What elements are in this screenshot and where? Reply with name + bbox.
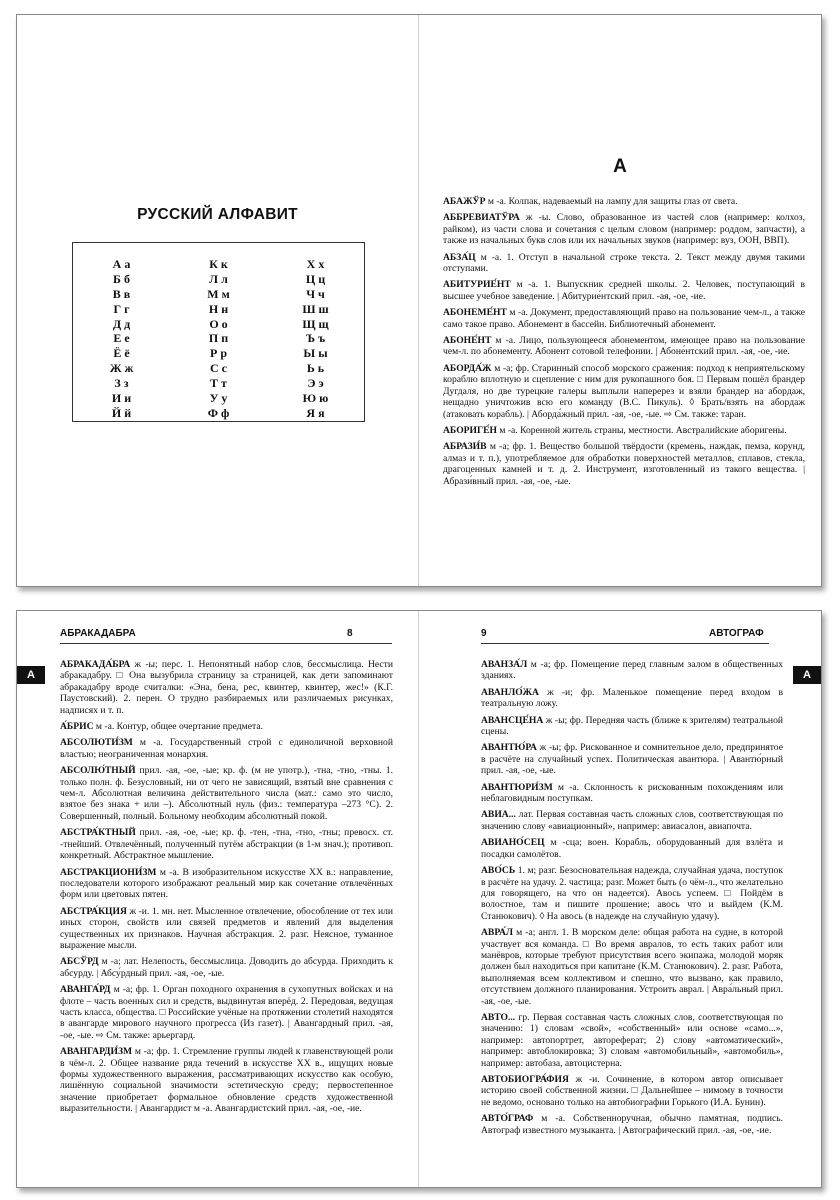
entry-headword: АВО́СЬ [481,865,516,877]
header-rule-right [481,643,769,644]
alphabet-letter-pair: Ю ю [302,391,329,406]
entry-definition: ж -и. Сочинение, в котором автор описывает историю своей собственной жизни. □ Дальнейшее – нимому в точности не ведомо, основано только на автобиографии Горького (И.А. Бунин). [481,1074,783,1108]
dictionary-entry [60,827,393,861]
entry-headword: АВАНСЦЕ́НА [481,714,544,726]
entry-definition: м -а. Документ, предоставляющий право на пользование чем-л., а также само такое право. Абонемент в бассейн. Библиотечный абонемент. [443,307,805,330]
book-spread-top [16,14,822,587]
dictionary-page-a-start [419,15,821,586]
entry-definition: м -сца; воен. Корабль, оборудованный для взлёта и посадки самолётов. [481,837,783,860]
alphabet-letter-pair: Э э [307,376,324,391]
entry-headword: АВАНТЮ́РА [481,742,537,754]
alphabet-letter-pair: Б б [113,271,130,286]
entry-definition: м -а. Государственный строй с единоличной верховной властью; неограниченная монархия. [60,737,393,760]
alphabet-row [73,376,364,391]
alphabet-page [17,15,418,586]
entry-headword: АВТО́ГРАФ [481,1113,534,1125]
alphabet-letter-pair: Х х [306,257,325,271]
dictionary-page-9 [419,611,821,1187]
alphabet-title: РУССКИЙ АЛФАВИТ [137,206,298,223]
alphabet-letter-pair: М м [207,286,230,301]
alphabet-letter-pair: К к [209,257,228,271]
entry-definition: м -а; фр. Старинный способ морского сражения: подход к неприятельскому кораблю вплотную и сцепление с ним для рукопашного боя. □ Первым пошёл брандер Дугдаля, но две турецкие галеры выплыли наперерез и взяли брандер на абордаж, нещадно уничтожив всю его команду (В.С. Пикуль). ◊ Брать/взять на абордаж (атаковать корабль). | Аборда́жный прил. -ая, -ое, -ые. ⇨ См. также: таран. [443,362,805,420]
entry-definition: м -а. Склонность к рискованным похождениям или неблаговидным поступкам. [481,781,783,805]
dictionary-entry [443,212,805,246]
entry-headword: АБИТУРИЕ́НТ [443,279,511,291]
alphabet-letter-pair: Е е [113,331,130,346]
entry-headword: АВТО... [481,1011,516,1023]
running-head-left: АБРАКАДАБРА [60,628,136,639]
entry-headword: АБСТРА́КЦИЯ [60,905,127,917]
alphabet-letter-pair: Я я [306,405,325,420]
alphabet-row [73,302,364,317]
alphabet-letter-pair: У у [209,391,228,406]
dictionary-entry [481,1074,783,1108]
alphabet-letter-pair: А а [112,257,131,271]
dictionary-entry [60,721,393,732]
entry-headword: АВТОБИОГРА́ФИЯ [481,1074,569,1085]
entry-definition: м -а; фр. Помещение перед главным залом в общественных зданиях. [481,659,783,682]
entry-definition: м -а; фр. 1. Стремление группы людей к главенствующей роли в чём-л. 2. Общее название ряда течений в искусстве XX в., ищущих новые формы художественного выражения, рассматривающих искусство как особую, лишённую социальной значимости эстетическую среду; первостепенное значение приобретает формальное обновление средств художественной выразительности. | Авангардист м -а. Авангардистский прил. -ая, -ое, -ие. [60,1046,393,1115]
dictionary-entry [443,425,805,436]
entry-definition: лат. Первая составная часть сложных слов, соответствующая по значению слову «авиационный», например: авиасалон, авиапочта. [481,809,783,832]
entry-headword: АВИА... [481,809,516,821]
entry-headword: АВИАНО́СЕЦ [481,837,545,849]
entry-headword: АББРЕВИАТЎРА [443,212,520,224]
dictionary-entry [443,252,805,275]
dictionary-entry [60,765,393,822]
alphabet-letter-pair: Й й [111,405,132,420]
dictionary-entry [481,809,783,832]
dictionary-entry [60,867,393,901]
entry-headword: АБСЎРД [60,956,99,968]
entry-definition: м -а. Коренной житель страны, местности. Австралийские аборигены. [496,424,787,436]
entry-headword: АВАНЛО́ЖА [481,686,539,698]
entry-headword: АБОРДА́Ж [443,362,492,374]
entry-definition: прил. -ая, -ое, -ые; кр. ф. (м не употр.), -тна, -тно, -тны. 1. только полн. ф. Безусловный, ни от чего не зависящий, взятый вне сравнения с чем-л. Абсолютная величина действительного числа (мат.: само это число, взятое без знака + или –). Абсолютный нуль (физ.: температура –273 °С). 2. Совершенный, полный. Больному необходим абсолютный покой. [60,765,393,822]
entry-definition: м -а. 1. Отступ в начальной строке текста. 2. Текст между двумя такими отступами. [443,251,805,275]
alphabet-letter-pair: О о [209,316,228,331]
dictionary-entry [443,279,805,302]
alphabet-row [73,272,364,287]
dictionary-entry [443,363,805,420]
dictionary-entry [481,659,783,682]
entry-headword: АВАНГАРДИ́ЗМ [60,1046,133,1058]
entry-headword: А́БРИС [60,721,94,733]
entry-headword: АБСТРА́КТНЫЙ [60,827,136,839]
entry-headword: АБРАЗИ́В [443,441,487,453]
entry-definition: м -а; фр. 1. Вещество большой твёрдости (кремень, наждак, пемза, корунд, алмаз и т. п.), употребляемое для обработки поверхностей металлов, сплавов, стекла, драгоценных камней и т. д. 2. Инструмент, изготовленный из такого вещества. | Абрази́вный прил. -ая, -ое, -ые. [443,441,805,487]
entry-headword: АВРА́Л [481,927,514,939]
alphabet-row [73,391,364,406]
alphabet-letter-pair: Щ щ [302,316,329,331]
dictionary-entry [481,742,783,776]
entry-headword: АБОРИГЕ́Н [443,424,497,436]
alphabet-letter-pair: Н н [208,301,229,316]
entry-headword: АБСТРАКЦИОНИ́ЗМ [60,866,157,878]
alphabet-letter-pair: Л л [209,271,228,286]
entry-definition: ж -ы. Слово, образованное из частей слов (например: колхоз, райком), из части слова и сочетания с целым словом (например: роддом, запчасти), а также из начальных букв слов или их начальных звуков (например: вуз, ООН, ВВП). [443,212,805,247]
dictionary-entry [443,307,805,330]
alphabet-table [72,242,365,422]
alphabet-letter-pair: П п [208,331,229,346]
dictionary-entry [443,196,805,207]
alphabet-letter-pair: Ц ц [305,271,326,286]
entry-headword: АВАНГА́РД [60,984,111,996]
entry-headword: АБОНЕ́НТ [443,335,492,347]
entry-headword: АВАНТЮРИ́ЗМ [481,781,553,793]
alphabet-letter-pair: В в [112,286,131,301]
alphabet-row [73,257,364,272]
running-head-right: АВТОГРАФ [709,628,764,639]
alphabet-letter-pair: Р р [209,346,227,361]
dictionary-entry [481,782,783,805]
entry-headword: АБАЖЎР [443,196,486,207]
entry-headword: АБСОЛЮТИ́ЗМ [60,737,133,749]
alphabet-row [73,287,364,302]
dictionary-entry [60,984,393,1041]
entry-headword: АВАНЗА́Л [481,659,528,670]
alphabet-row [73,406,364,421]
dictionary-entry [60,956,393,979]
alphabet-letter-pair: С с [210,361,227,376]
dictionary-entry [481,927,783,1007]
entry-definition: прил. -ая, -ое, -ые; кр. ф. -тен, -тна, -тно, -тны; превосх. ст. -тнейший. Отвлечённый, полученный путём абстракции (в 1-м знач.); противоп. конкретный. Абстрактное мышление. [60,827,393,862]
alphabet-row [73,346,364,361]
dictionary-entry [481,715,783,738]
alphabet-letter-pair: Ч ч [306,286,325,301]
dictionary-entry [481,865,783,922]
entry-definition: м -а; англ. 1. В морском деле: общая работа на судне, в которой участвует вся команда. □ Во время авралов, то есть таких работ или манёвров, которые требуют присутствия всего экипажа, молодой моряк должен был находиться при капитане (К.М. Станюкович). 2. разг. Работа, выполняемая всем коллективом и спешно, что вызвано, как правило, отсутствием должного планирования. Устроить аврал. | Авра́льный прил. -ая, -ое, -ые. [481,927,783,1007]
dictionary-entry [443,441,805,487]
book-spread-bottom [16,610,822,1188]
thumb-index-tab-left: А [17,666,45,684]
entry-headword: АБЗА́Ц [443,251,476,263]
entry-definition: м -а. В изобразительном искусстве XX в.: направление, последователи которого изображают реальный мир как сочетание отвлечённых форм или цветовых пятен. [60,866,393,901]
entry-definition: м -а. Колпак, надеваемый на лампу для защиты глаз от света. [485,196,738,207]
entries-column-left [60,659,393,1120]
entry-definition: гр. Первая составная часть сложных слов, соответствующая по значению: 1) словам «свой», «собственный» или основе «само...», например: автопортрет, автореферат; 2) слову «автоматический», например: автоблокировка; 3) словам «автомобильный», «автомобиль», например: автобаза, автоцистерна. [481,1011,783,1069]
entries-column [443,196,805,492]
alphabet-letter-pair: З з [114,376,129,391]
page-number-right: 9 [481,628,487,639]
alphabet-letter-pair: Ъ ъ [305,331,326,346]
entry-definition: м -а. 1. Выпускник средней школы. 2. Человек, поступающий в высшее учебное заведение. | Абитурие́нтский прил. -ая, -ое, -ие. [443,279,805,302]
alphabet-letter-pair: Ё ё [113,346,130,361]
dictionary-entry [60,906,393,952]
alphabet-row [73,317,364,332]
entry-definition: м -а. Контур, общее очертание предмета. [93,721,263,733]
alphabet-letter-pair: Г г [113,301,130,316]
entry-headword: АБСОЛЮ́ТНЫЙ [60,765,136,777]
page-number-left: 8 [347,628,353,639]
dictionary-entry [481,1012,783,1069]
alphabet-letter-pair: Ь ь [306,361,325,376]
entry-definition: м -а. Лицо, пользующееся абонементом, имеющее право на пользование чем-л. по абонементу. Абонент сотовой телефонии. | Абоне́нтский прил. -ая, -ое, -ие. [443,335,805,358]
entry-definition: ж -ы; фр. Рискованное и сомнительное дело, предпринятое в расчёте на случайный успех. Политическая авантюра. | Авантю́рный прил. -ая, -ое, -ые. [481,742,783,777]
dictionary-entry [481,687,783,710]
entry-headword: АБРАКАДА́БРА [60,659,131,670]
dictionary-entry [60,1046,393,1114]
entry-definition: 1. м; разг. Безосновательная надежда, случайная удача, поступок в расчёте на удачу. 2. частица; разг. Может быть (о чём-л., что желательно для говорящего, на что он надеется). Авось успеем. □ Пойдём в волостное, там и пишите прошение; авось что и выйдем (К.М. Станюкович). ◊ На авось (в надежде на случайную удачу). [481,865,783,922]
thumb-index-tab-right: А [793,666,821,684]
entry-headword: АБОНЕМЕ́НТ [443,307,507,319]
alphabet-row [73,361,364,376]
alphabet-letter-pair: Т т [210,376,227,391]
entry-definition: ж -ы; перс. 1. Непонятный набор слов, бессмыслица. Нести абракадабру. □ Она вызубрила страницу за страницей, как дети запоминают абракадабру вроде считалки: «Эна, бена, рес, квинтер, квинтер, жес!» (К.Г. Паустовский). 2. перен. О трудно разбираемых или различаемых рисунках, надписях и т. п. [60,659,393,716]
alphabet-letter-pair: И и [111,391,132,406]
entry-definition: ж -ы; фр. Передняя часть (ближе к зрителям) театральной сцены. [481,714,783,738]
entries-column-right [481,659,783,1141]
alphabet-letter-pair: Ш ш [302,301,329,316]
alphabet-letter-pair: Ж ж [109,361,134,376]
alphabet-letter-pair: Д д [112,316,131,331]
dictionary-entry [443,335,805,358]
entry-definition: м -а; фр. 1. Орган походного охранения в сухопутных войсках и на флоте – часть военных сил и средств, выдвинутая вперёд. 2. Передовая, ведущая часть класса, общества. □ Российские учёные на протяжении столетий находятся в авангарде мирового научного прогресса (Из газет). | Авангардный прил. -ая, -ое, -ые. ⇨ См. также: арьергард. [60,984,393,1041]
alphabet-letter-pair: Ы ы [303,346,328,361]
alphabet-letter-pair: Ф ф [207,405,230,420]
dictionary-page-8 [17,611,418,1187]
header-rule-left [60,643,392,644]
entry-definition: м -а. Собственноручная, обычно памятная, подпись. Автограф известного музыканта. | Автографический прил. -ая, -ое, -ие. [481,1113,783,1136]
section-letter: А [613,156,627,177]
dictionary-entry [60,737,393,760]
dictionary-entry [481,1113,783,1136]
dictionary-entry [481,837,783,860]
entry-definition: ж -и; фр. Маленькое помещение перед входом в театральную ложу. [481,686,783,710]
entry-definition: м -а; лат. Нелепость, бессмыслица. Доводить до абсурда. Приходить к абсурду. | Абсу́рдный прил. -ая, -ое, -ые. [60,956,393,979]
dictionary-entry [60,659,393,716]
alphabet-row [73,331,364,346]
entry-definition: ж -и. 1. мн. нет. Мысленное отвлечение, обособление от тех или иных сторон, свойств или связей предметов и явлений для выделения существенных их признаков. Научная абстракция. 2. разг. Неясное, туманное выражение мысли. [60,905,393,951]
